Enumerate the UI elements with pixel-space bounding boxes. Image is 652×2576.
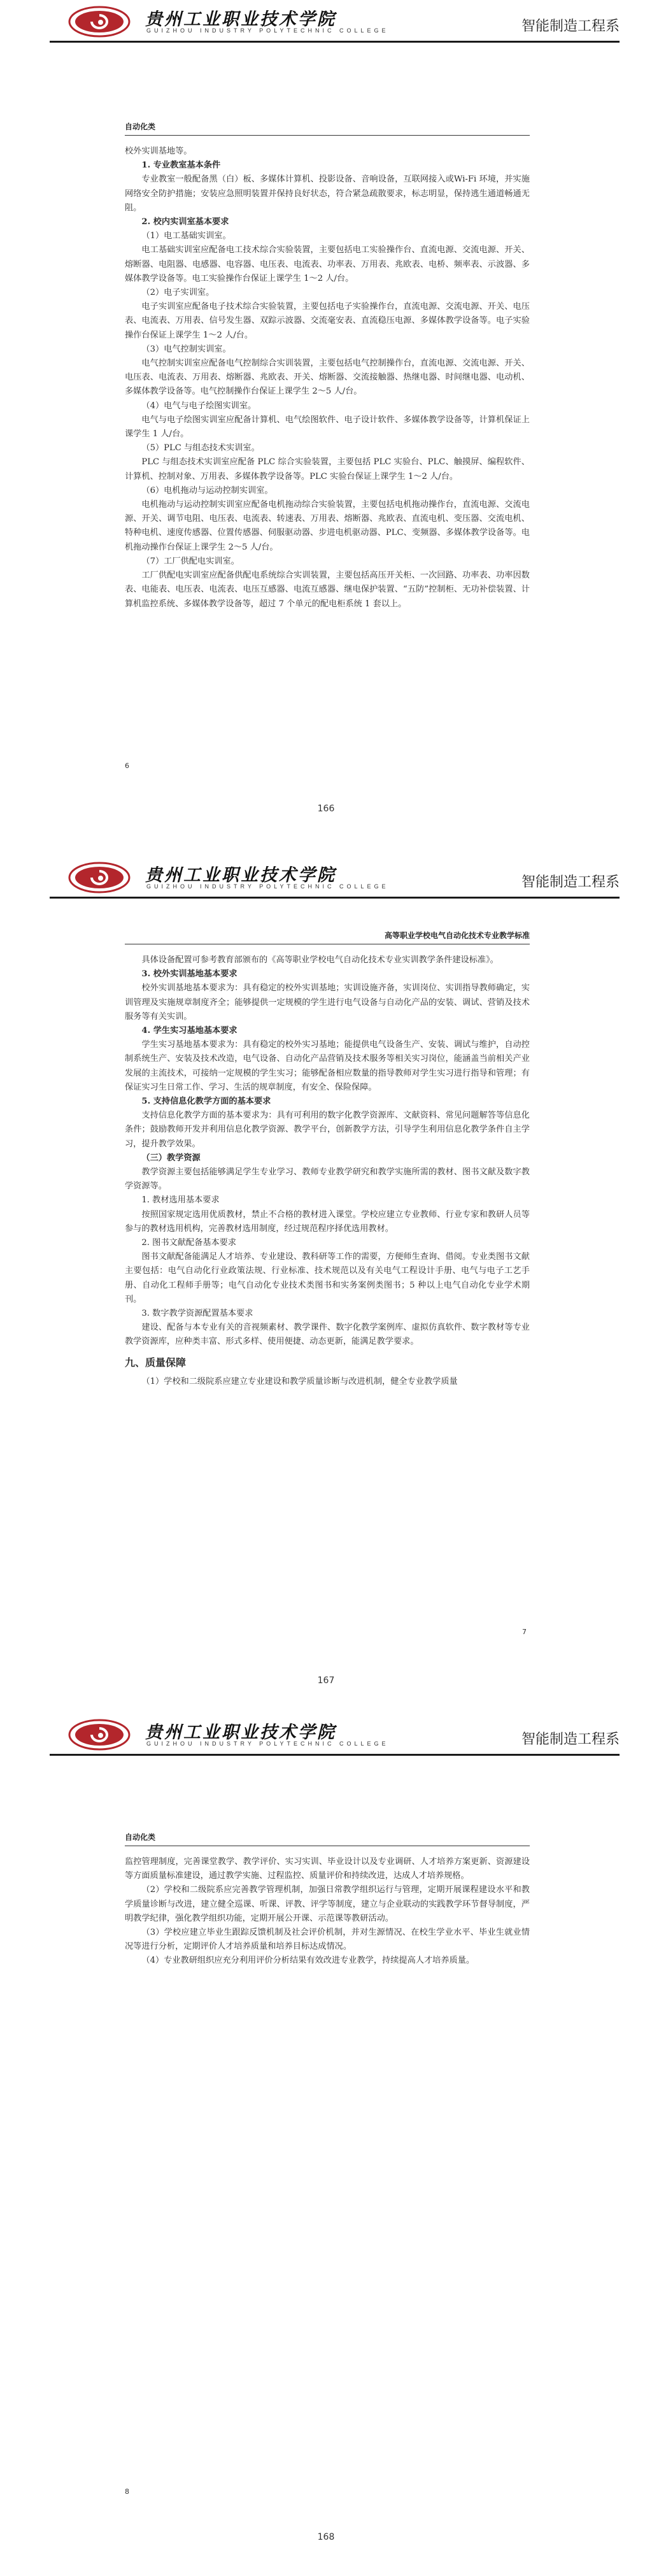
paragraph: （1）学校和二级院系应建立专业建设和教学质量诊断与改进机制，健全专业教学质量 xyxy=(141,1376,458,1386)
paragraph: （3）学校应建立毕业生跟踪反馈机制及社会评价机制，并对生源情况、在校生学业水平、毕业生就业情况等进行分析，定期评价人才培养质量和培养目标达成情况。 xyxy=(125,1928,530,1952)
paragraph: 按照国家规定选用优质教材，禁止不合格的教材进入课堂。学校应建立专业教师、行业专家和教研人员等参与的教材选用机构，完善教材选用制度，经过规范程序择优选用教材。 xyxy=(125,1209,530,1234)
section-heading: 九、质量保障 xyxy=(125,1356,187,1369)
school-name-english: GUIZHOU INDUSTRY POLYTECHNIC COLLEGE xyxy=(146,883,389,890)
school-name: 贵州工业职业技术学院 xyxy=(145,1723,336,1742)
paragraph: 电机拖动与运动控制实训室应配备电机拖动综合实验装置，主要包括电机拖动操作台，直流电源、交流电源、开关、调节电阻、电压表、电流表、转速表、万用表、熔断器、兆欧表、直流电机、变压器、交流电机、特种电机、速度传感器、位置传感器、伺服驱动器、步进电机驱动器、PLC、变频器、多媒体教学设备等。电机拖动操作台保证上课学生 2～5 人/台。 xyxy=(125,500,530,552)
outer-page-number: 167 xyxy=(317,1676,335,1686)
inner-page-number: 6 xyxy=(125,762,129,770)
paragraph: 电气控制实训室应配备电气控制综合实训装置，主要包括电气控制操作台，直流电源、交流电源、开关、电压表、电流表、万用表、熔断器、兆欧表、开关、熔断器、交流接触器、热继电器、时间继电器、电动机、多媒体教学设备等。电气控制操作台保证上课学生 2～5 人/台。 xyxy=(125,359,530,397)
paragraph: （6）电机拖动与运动控制实训室。 xyxy=(141,485,273,495)
school-header xyxy=(50,1717,620,1756)
paragraph: 教学资源主要包括能够满足学生专业学习、教师专业教学研究和教学实施所需的教材、图书文献及数字教学资源等。 xyxy=(125,1167,530,1192)
paragraph: （3）电气控制实训室。 xyxy=(141,344,231,354)
school-header xyxy=(50,860,620,899)
paragraph: 专业教室一般配备黑（白）板、多媒体计算机、投影设备、音响设备，互联网接入或Wi-Fi 环境，并实施网络安全防护措施；安装应急照明装置并保持良好状态，符合紧急疏散要求，标志明显，保持逃生通道畅通无阻。 xyxy=(125,174,530,213)
page-body xyxy=(125,1855,530,1968)
department-name: 智能制造工程系 xyxy=(521,874,620,890)
outer-page-number: 168 xyxy=(317,2532,335,2542)
subsection-heading: 3. 校外实训基地基本要求 xyxy=(141,969,237,979)
paragraph: 图书文献配备能满足人才培养、专业建设、教科研等工作的需要，方便师生查询、借阅。专业类图书文献主要包括：电气自动化行业政策法规、行业标准、技术规范以及有关电气工程设计手册、电气与电子工艺手册、自动化工程师手册等；电气自动化专业技术类图书和实务案例类图书；5 种以上电气自动化专业学术期刊。 xyxy=(125,1252,530,1304)
running-head: 自动化类 xyxy=(125,1832,530,1846)
inner-page-number: 7 xyxy=(522,1628,527,1636)
paragraph: 1. 教材选用基本要求 xyxy=(141,1195,220,1206)
paragraph: （2）电子实训室。 xyxy=(141,288,215,298)
paragraph: 电子实训室应配备电子技术综合实验装置，主要包括电子实验操作台，直流电源、交流电源、开关、电压表、电流表、万用表、信号发生器、双踪示波器、交流毫安表、直流稳压电源、多媒体教学设备等。电子实验操作台保证上课学生 1～2 人/台。 xyxy=(125,302,530,340)
page-body xyxy=(125,953,530,1389)
paragraph: 校外实训基地基本要求为：具有稳定的校外实训基地；实训设施齐备，实训岗位、实训指导教师确定，实训管理及实施规章制度齐全；能够提供一定规模的学生进行电气设备与自动化产品的安装、调试、营销及技术服务等有关实训。 xyxy=(125,983,530,1021)
running-head: 高等职业学校电气自动化技术专业教学标准 xyxy=(125,930,530,944)
paragraph: 电工基础实训室应配备电工技术综合实验装置，主要包括电工实验操作台、直流电源、交流电源、开关、熔断器、电阻器、电感器、电容器、电压表、电流表、功率表、万用表、兆欧表、电桥、频率表、示波器、多媒体教学设备等。电工实验操作台保证上课学生 1～2 人/台。 xyxy=(125,245,530,283)
school-name-english: GUIZHOU INDUSTRY POLYTECHNIC COLLEGE xyxy=(146,27,389,34)
paragraph: 2. 图书文献配备基本要求 xyxy=(141,1238,237,1248)
paragraph: （7）工厂供配电实训室。 xyxy=(141,556,239,566)
school-logo-icon xyxy=(67,861,131,894)
subsection-heading: （三）教学资源 xyxy=(141,1153,201,1163)
paragraph: （4）专业教研组织应充分利用评价分析结果有效改进专业教学，持续提高人才培养质量。 xyxy=(141,1956,475,1966)
paragraph: 监控管理制度，完善课堂教学、教学评价、实习实训、毕业设计以及专业调研、人才培养方案更新、资源建设等方面质量标准建设，通过教学实施、过程监控、质量评价和持续改进，达成人才培养规格。 xyxy=(125,1857,530,1881)
school-name: 贵州工业职业技术学院 xyxy=(145,865,336,885)
school-logo-icon xyxy=(67,5,131,38)
document-page-6 xyxy=(125,121,530,611)
subsection-heading: 5. 支持信息化教学方面的基本要求 xyxy=(141,1097,271,1107)
paragraph: 支持信息化教学方面的基本要求为：具有可利用的数字化教学资源库、文献资料、常见问题解答等信息化条件；鼓励教师开发并利用信息化教学资源、教学平台，创新教学方法，引导学生利用信息化教学条件自主学习，提升教学效果。 xyxy=(125,1111,530,1149)
paragraph: 具体设备配置可参考教育部颁布的《高等职业学校电气自动化技术专业实训教学条件建设标准》。 xyxy=(141,955,499,965)
document-page-8 xyxy=(125,1832,530,1968)
school-logo-icon xyxy=(67,1718,131,1751)
paragraph: 电气与电子绘图实训室应配备计算机、电气绘图软件、电子设计软件、多媒体教学设备等，计算机保证上课学生 1 人/台。 xyxy=(125,415,530,439)
paragraph: （4）电气与电子绘图实训室。 xyxy=(141,401,257,411)
subsection-heading: 1. 专业教室基本条件 xyxy=(141,160,221,171)
running-head: 自动化类 xyxy=(125,121,530,136)
paragraph: 校外实训基地等。 xyxy=(125,146,192,156)
paragraph: （5）PLC 与组态技术实训室。 xyxy=(141,443,260,453)
outer-page-number: 166 xyxy=(317,804,335,814)
paragraph: （1）电工基础实训室。 xyxy=(141,231,231,241)
page-band-3 xyxy=(0,1717,652,2575)
department-name: 智能制造工程系 xyxy=(521,18,620,34)
paragraph: （2）学校和二级院系应完善教学管理机制，加强日常教学组织运行与管理，定期开展课程建设水平和教学质量诊断与改进，建立健全巡课、听课、评教、评学等制度，建立与企业联动的实践教学环节督导制度，严明教学纪律，强化教学组织功能，定期开展公开课、示范课等教研活动。 xyxy=(125,1885,530,1923)
school-header xyxy=(50,4,620,43)
school-name-english: GUIZHOU INDUSTRY POLYTECHNIC COLLEGE xyxy=(146,1740,389,1747)
paragraph: 学生实习基地基本要求为：具有稳定的校外实习基地；能提供电气设备生产、安装、调试与维护，自动控制系统生产、安装及技术改造，电气设备、自动化产品营销及技术服务等相关实习岗位，能涵盖当前相关产业发展的主流技术，可接纳一定规模的学生实习；能够配备相应数量的指导教师对学生实习进行指导和管理；有保证实习生日常工作、学习、生活的规章制度，有安全、保险保障。 xyxy=(125,1040,530,1092)
subsection-heading: 2. 校内实训室基本要求 xyxy=(141,217,229,227)
paragraph: PLC 与组态技术实训室应配备 PLC 综合实验装置，主要包括 PLC 实验台、PLC、触摸屏、编程软件、计算机、控制对象、万用表、多媒体教学设备等。PLC 实验台保证上课学生 1～2 人/台。 xyxy=(125,457,530,481)
department-name: 智能制造工程系 xyxy=(521,1732,620,1747)
school-name: 贵州工业职业技术学院 xyxy=(145,10,336,29)
page-band-2 xyxy=(0,858,652,1717)
paragraph: 建设、配备与本专业有关的音视频素材、教学课件、数字化教学案例库、虚拟仿真软件、数字教材等专业教学资源库，应种类丰富、形式多样、使用便捷、动态更新，能满足教学要求。 xyxy=(125,1323,530,1347)
inner-page-number: 8 xyxy=(125,2487,129,2496)
subsection-heading: 4. 学生实习基地基本要求 xyxy=(141,1026,237,1036)
paragraph: 工厂供配电实训室应配备供配电系统综合实训装置，主要包括高压开关柜、一次回路、功率表、功率因数表、电能表、电压表、电流表、电压互感器、电流互感器、继电保护装置、“五防”控制柜、无功补偿装置、计算机监控系统、多媒体教学设备等，超过 7 个单元的配电柜系统 1 套以上。 xyxy=(125,571,530,609)
paragraph: 3. 数字教学资源配置基本要求 xyxy=(141,1309,253,1319)
page-band-1 xyxy=(0,0,652,858)
page-body xyxy=(125,145,530,611)
document-page-7 xyxy=(125,930,530,1389)
